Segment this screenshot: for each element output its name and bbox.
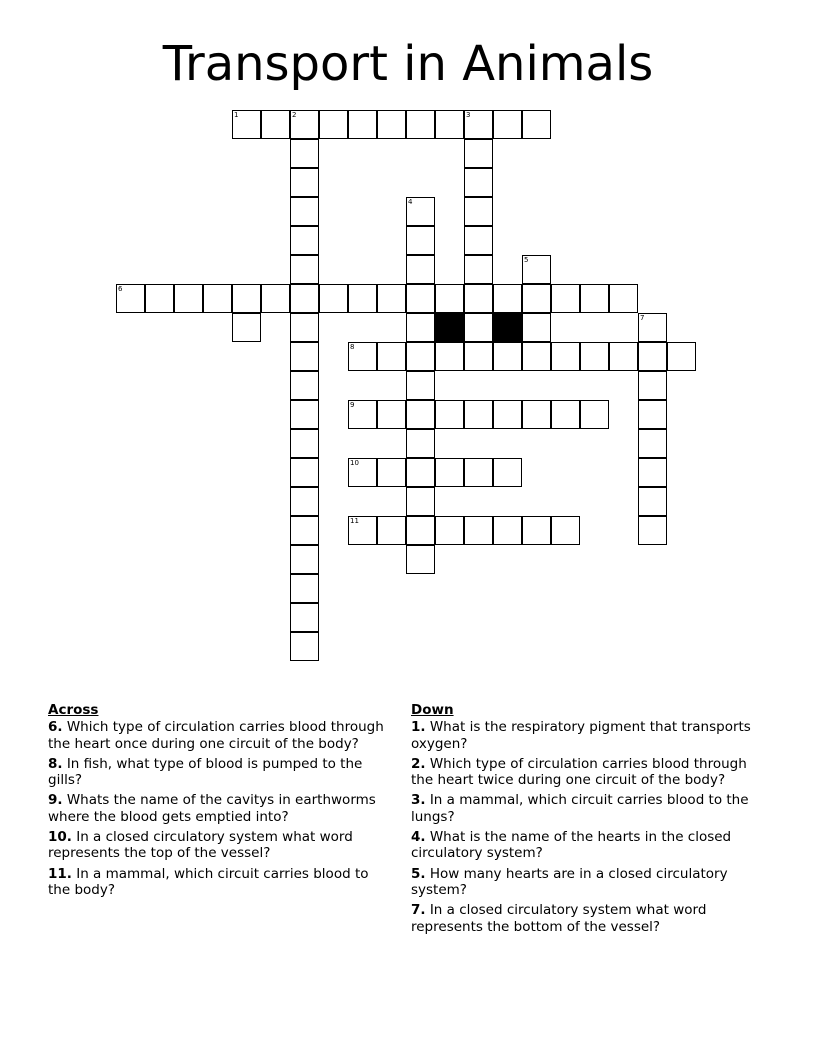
grid-cell[interactable] [232,110,261,139]
grid-cell[interactable] [551,342,580,371]
grid-cell[interactable] [406,110,435,139]
across-clue-list [48,719,393,898]
grid-cell[interactable] [290,110,319,139]
grid-cell[interactable] [406,458,435,487]
grid-cell[interactable] [435,516,464,545]
grid-cell[interactable] [551,516,580,545]
grid-cell[interactable] [406,197,435,226]
across-clue [48,829,393,862]
clue-number: 10 [350,459,359,467]
grid-cell[interactable] [522,342,551,371]
clue-text: In fish, what type of blood is pumped to the gills? [48,755,363,789]
grid-cell[interactable] [580,342,609,371]
clue-number: 8 [350,343,355,351]
grid-cell[interactable] [464,342,493,371]
grid-cell[interactable] [377,110,406,139]
grid-cell[interactable] [638,487,667,516]
grid-cell[interactable] [493,110,522,139]
down-clue [411,902,756,935]
grid-cell[interactable] [522,110,551,139]
clue-number: 7 [640,314,645,322]
grid-cell[interactable] [232,284,261,313]
grid-cell[interactable] [290,632,319,661]
grid-cell[interactable] [580,284,609,313]
grid-cell[interactable] [290,487,319,516]
grid-cell[interactable] [580,400,609,429]
clue-number: 2 [292,111,297,119]
grid-cell[interactable] [406,487,435,516]
grid-cell[interactable] [493,400,522,429]
grid-cell[interactable] [464,516,493,545]
clue-number: 3 [466,111,471,119]
grid-cell[interactable] [522,284,551,313]
clue-number: 11. [48,865,72,882]
clue-text: In a mammal, which circuit carries blood to the body? [48,865,369,898]
down-clue-list [411,719,756,935]
grid-cell[interactable] [551,400,580,429]
clue-number: 5 [524,256,529,264]
clue-text: What is the respiratory pigment that transports oxygen? [411,719,751,752]
grid-cell[interactable] [638,429,667,458]
clue-number: 4. [411,829,426,846]
clue-number: 3. [411,792,426,809]
grid-cell[interactable] [464,139,493,168]
grid-cell[interactable] [406,371,435,400]
grid-cell[interactable] [290,371,319,400]
grid-cell[interactable] [493,516,522,545]
grid-cell[interactable] [174,284,203,313]
grid-cell[interactable] [464,400,493,429]
clue-number: 4 [408,198,413,206]
down-clues [411,702,756,939]
grid-cell[interactable] [290,226,319,255]
grid-cell[interactable] [290,516,319,545]
grid-cell[interactable] [609,284,638,313]
grid-cell[interactable] [638,400,667,429]
grid-cell[interactable] [406,516,435,545]
grid-cell[interactable] [232,313,261,342]
grid-cell[interactable] [406,400,435,429]
grid-cell[interactable] [435,458,464,487]
grid-cell[interactable] [203,284,232,313]
down-clue [411,866,756,899]
down-clue [411,829,756,862]
grid-cell[interactable] [522,255,551,284]
grid-cell[interactable] [290,197,319,226]
grid-cell[interactable] [464,226,493,255]
grid-cell[interactable] [435,342,464,371]
grid-cell[interactable] [435,110,464,139]
clue-number: 1. [411,719,426,736]
clue-text: Which type of circulation carries blood through the heart once during one circuit of the body? [48,719,384,752]
grid-cell[interactable] [464,255,493,284]
grid-cell[interactable] [638,516,667,545]
across-clues [48,702,393,902]
grid-cell[interactable] [522,313,551,342]
grid-cell[interactable] [290,458,319,487]
grid-cell[interactable] [406,545,435,574]
grid-cell[interactable] [290,313,319,342]
grid-cell[interactable] [377,400,406,429]
grid-cell[interactable] [638,458,667,487]
black-cell [493,313,522,342]
clue-text: What is the name of the hearts in the closed circulatory system? [411,829,732,862]
grid-cell[interactable] [145,284,174,313]
grid-cell[interactable] [638,342,667,371]
down-heading: Down [411,702,454,718]
clue-number: 2. [411,755,426,772]
grid-cell[interactable] [319,284,348,313]
grid-cell[interactable] [290,284,319,313]
grid-cell[interactable] [406,342,435,371]
grid-cell[interactable] [406,226,435,255]
grid-cell[interactable] [319,110,348,139]
clue-number: 10. [48,829,72,846]
grid-cell[interactable] [406,313,435,342]
grid-cell[interactable] [406,429,435,458]
clue-text: Whats the name of the cavitys in earthworms where the blood gets emptied into? [48,792,376,825]
clue-text: In a mammal, which circuit carries blood to the lungs? [411,792,749,825]
grid-cell[interactable] [464,458,493,487]
grid-cell[interactable] [609,342,638,371]
across-clue [48,756,393,789]
grid-cell[interactable] [261,110,290,139]
grid-cell[interactable] [522,516,551,545]
black-cell [435,313,464,342]
down-clue [411,719,756,752]
grid-cell[interactable] [290,255,319,284]
grid-cell[interactable] [551,284,580,313]
grid-cell[interactable] [290,603,319,632]
grid-cell[interactable] [464,110,493,139]
clue-text: In a closed circulatory system what word represents the top of the vessel? [48,829,353,862]
grid-cell[interactable] [290,545,319,574]
grid-cell[interactable] [116,284,145,313]
clue-number: 9 [350,401,355,409]
grid-cell[interactable] [348,284,377,313]
clue-text: How many hearts are in a closed circulatory system? [411,865,728,898]
clue-number: 9. [48,792,63,809]
grid-cell[interactable] [261,284,290,313]
grid-cell[interactable] [377,458,406,487]
clue-number: 6 [118,285,123,293]
across-clue [48,719,393,752]
grid-cell[interactable] [493,284,522,313]
grid-cell[interactable] [638,371,667,400]
grid-cell[interactable] [348,342,377,371]
grid-cell[interactable] [464,168,493,197]
across-clue [48,792,393,825]
clue-text: Which type of circulation carries blood through the heart twice during one circuit of the body? [411,755,747,789]
grid-cell[interactable] [348,516,377,545]
grid-cell[interactable] [435,400,464,429]
clue-number: 1 [234,111,239,119]
grid-cell[interactable] [406,255,435,284]
grid-cell[interactable] [435,284,464,313]
grid-cell[interactable] [522,400,551,429]
clue-number: 6. [48,719,63,736]
grid-cell[interactable] [638,313,667,342]
clue-number: 5. [411,865,426,882]
grid-cell[interactable] [290,139,319,168]
across-heading: Across [48,702,99,718]
grid-cell[interactable] [290,574,319,603]
grid-cell[interactable] [406,284,435,313]
grid-cell[interactable] [290,400,319,429]
down-clue [411,792,756,825]
grid-cell[interactable] [377,284,406,313]
grid-cell[interactable] [290,168,319,197]
grid-cell[interactable] [493,458,522,487]
grid-cell[interactable] [290,342,319,371]
page-title: Transport in Animals [162,36,654,92]
grid-cell[interactable] [348,400,377,429]
grid-cell[interactable] [493,342,522,371]
grid-cell[interactable] [348,110,377,139]
across-clue [48,866,393,899]
grid-cell[interactable] [667,342,696,371]
grid-cell[interactable] [377,516,406,545]
grid-cell[interactable] [464,313,493,342]
down-clue [411,756,756,789]
clue-number: 8. [48,755,63,772]
grid-cell[interactable] [377,342,406,371]
clue-text: In a closed circulatory system what word represents the bottom of the vessel? [411,902,707,935]
clue-number: 7. [411,902,426,919]
grid-cell[interactable] [464,197,493,226]
clue-number: 11 [350,517,359,525]
grid-cell[interactable] [464,284,493,313]
grid-cell[interactable] [290,429,319,458]
grid-cell[interactable] [348,458,377,487]
